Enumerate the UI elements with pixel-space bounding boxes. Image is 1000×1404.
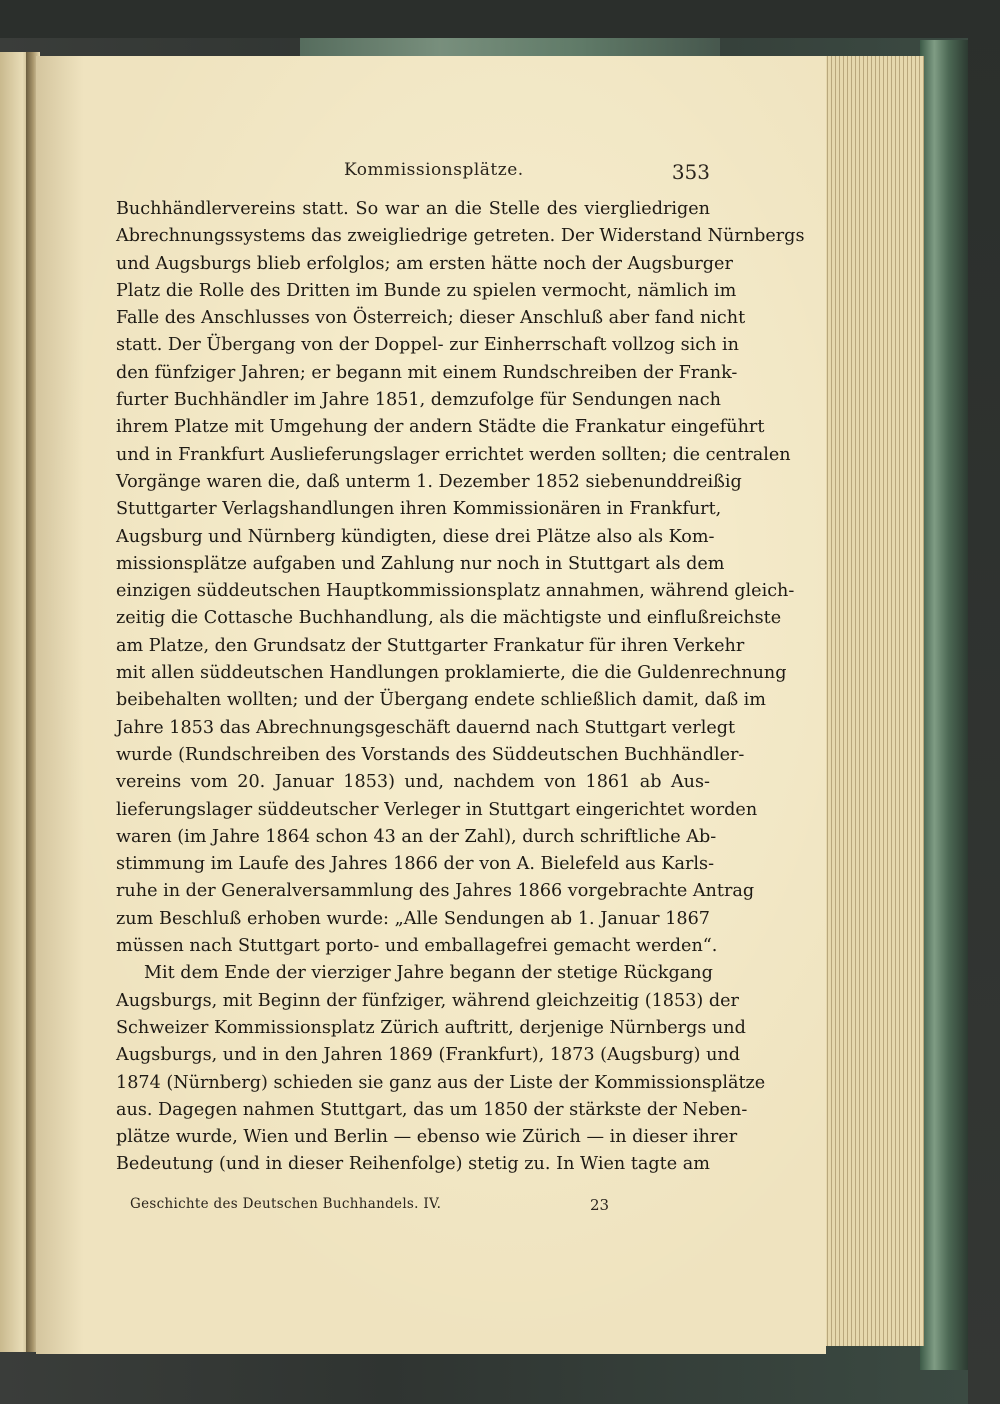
text-line: Augsburg und Nürnberg kündigten, diese drei Plätze also als Kom- xyxy=(116,526,715,547)
page-footer xyxy=(130,1196,610,1220)
running-title: Kommissionsplätze. xyxy=(344,160,524,180)
text-line: 1874 (Nürnberg) schieden sie ganz aus der Liste der Kommissionsplätze xyxy=(116,1072,766,1093)
text-line: Schweizer Kommissionsplatz Zürich auftritt, derjenige Nürnbergs und xyxy=(116,1017,746,1038)
text-line: am Platze, den Grundsatz der Stuttgarter Frankatur für ihren Verkehr xyxy=(116,635,745,656)
text-line: Bedeutung (und in dieser Reihenfolge) stetig zu. In Wien tagte am xyxy=(116,1154,710,1175)
signature-number: 23 xyxy=(590,1196,610,1214)
text-line: Vorgänge waren die, daß unterm 1. Dezember 1852 siebenunddreißig xyxy=(116,471,742,492)
text-line: ihrem Platze mit Umgehung der andern Städte die Frankatur eingeführt xyxy=(116,417,765,438)
text-line: Jahre 1853 das Abrechnungsgeschäft dauernd nach Stuttgart verlegt xyxy=(116,717,736,738)
text-line: Falle des Anschlusses von Österreich; dieser Anschluß aber fand nicht xyxy=(116,308,746,329)
marbled-cover-edge xyxy=(300,38,720,58)
text-line: zeitig die Cottasche Buchhandlung, als die mächtigste und einflußreichste xyxy=(116,608,782,629)
text-line: ruhe in der Generalversammlung des Jahres 1866 vorgebrachte Antrag xyxy=(116,881,755,902)
marbled-spine-strip xyxy=(920,40,968,1370)
text-line: müssen nach Stuttgart porto- und emballagefrei gemacht werden“. xyxy=(116,936,718,957)
text-line: beibehalten wollten; und der Übergang endete schließlich damit, daß im xyxy=(116,690,766,711)
text-line: missionsplätze aufgaben und Zahlung nur noch in Stuttgart als dem xyxy=(116,553,725,574)
text-line: Platz die Rolle des Dritten im Bunde zu spielen vermocht, nämlich im xyxy=(116,280,737,301)
page-stack-edges xyxy=(824,56,924,1346)
text-line: einzigen süddeutschen Hauptkommissionsplatz annahmen, während gleich- xyxy=(116,581,795,602)
text-line: zum Beschluß erhoben wurde: „Alle Sendungen ab 1. Januar 1867 xyxy=(116,908,710,929)
text-line: den fünfziger Jahren; er begann mit einem Rundschreiben der Frank- xyxy=(116,362,738,383)
page-number: 353 xyxy=(671,160,710,184)
text-line: Augsburgs, mit Beginn der fünfziger, während gleichzeitig (1853) der xyxy=(116,990,739,1011)
text-line: statt. Der Übergang von der Doppel- zur Einherrschaft vollzog sich in xyxy=(116,335,739,356)
text-line: und in Frankfurt Auslieferungslager errichtet werden sollten; die centralen xyxy=(116,444,791,465)
text-line: stimmung im Laufe des Jahres 1866 der von A. Bielefeld aus Karls- xyxy=(116,854,715,875)
body-text xyxy=(116,196,805,1179)
text-line: wurde (Rundschreiben des Vorstands des Süddeutschen Buchhändler- xyxy=(116,744,745,765)
text-line: aus. Dagegen nahmen Stuttgart, das um 1850 der stärkste der Neben- xyxy=(116,1099,748,1120)
text-line: furter Buchhändler im Jahre 1851, demzufolge für Sendungen nach xyxy=(116,390,721,411)
footer-book-title: Geschichte des Deutschen Buchhandels. IV. xyxy=(130,1196,442,1212)
text-line: Mit dem Ende der vierziger Jahre begann der stetige Rückgang xyxy=(144,963,713,984)
text-line: lieferungslager süddeutscher Verleger in Stuttgart eingerichtet worden xyxy=(116,799,758,820)
text-line: plätze wurde, Wien und Berlin — ebenso wie Zürich — in dieser ihrer xyxy=(116,1127,738,1148)
text-line: Buchhändlervereins statt. So war an die Stelle des viergliedrigen xyxy=(116,199,710,219)
text-line: waren (im Jahre 1864 schon 43 an der Zahl), durch schriftliche Ab- xyxy=(116,826,717,847)
text-line: mit allen süddeutschen Handlungen proklamierte, die die Guldenrechnung xyxy=(116,663,787,684)
text-line: Stuttgarter Verlagshandlungen ihren Kommissionären in Frankfurt, xyxy=(116,499,722,520)
text-line: und Augsburgs blieb erfolglos; am ersten hätte noch der Augsburger xyxy=(116,253,733,274)
text-line: Augsburgs, und in den Jahren 1869 (Frankfurt), 1873 (Augsburg) und xyxy=(116,1045,741,1066)
text-line: vereins vom 20. Januar 1853) und, nachdem von 1861 ab Aus- xyxy=(116,772,710,793)
text-line: Abrechnungssystems das zweigliedrige getreten. Der Widerstand Nürnbergs xyxy=(116,226,805,247)
page-header xyxy=(116,160,710,188)
